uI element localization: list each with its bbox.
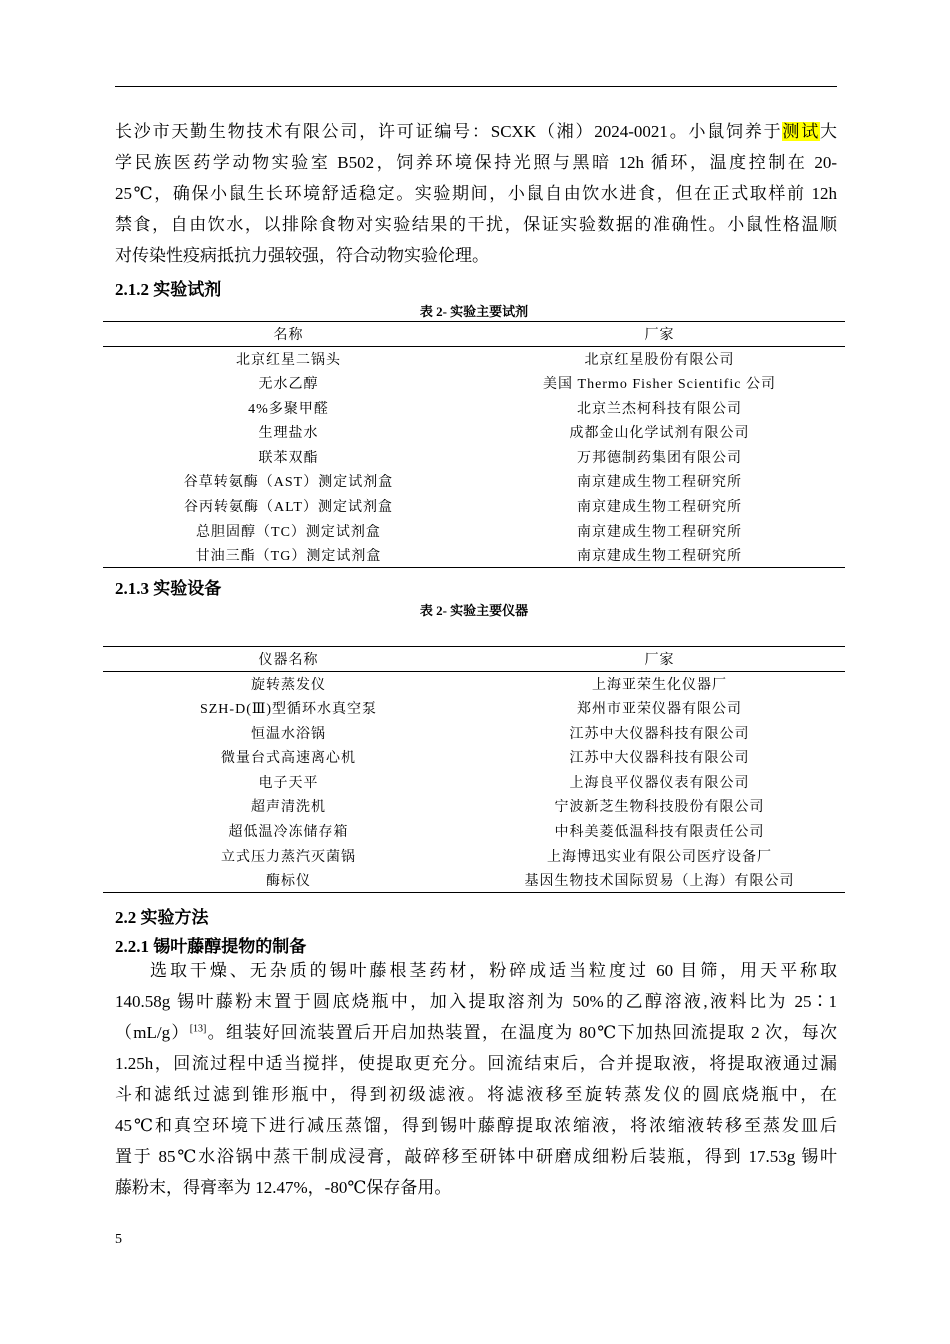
method-line-1: 选取干燥、无杂质的锡叶藤根茎药材，粉碎成适当粒度过 60 目筛，用天平称取 (150, 961, 837, 980)
table-header-row (103, 322, 845, 347)
method-paragraph (115, 955, 837, 1203)
section-heading-reagents: 2.1.2 实验试剂 (115, 280, 222, 299)
page-number: 5 (115, 1232, 122, 1247)
intro-line-3: 25℃，确保小鼠生长环境舒适稳定。实验期间，小鼠自由饮水进食，但在正式取样前 12h (115, 184, 837, 203)
method-line-6: 45℃和真空环境下进行减压蒸馏，得到锡叶藤醇提取浓缩液，将浓缩液转移至蒸发皿后 (115, 1116, 837, 1135)
method-line-7: 置于 85℃水浴锅中蒸干制成浸膏，敲碎移至研钵中研磨成细粉后装瓶，得到 17.53g 锡叶 (115, 1147, 837, 1166)
subsection-heading-extract: 2.2.1 锡叶藤醇提物的制备 (115, 937, 307, 956)
citation-ref[interactable]: [13] (189, 1023, 207, 1035)
table-row: 甘油三酯（TG）测定试剂盒 南京建成生物工程研究所 (103, 543, 845, 568)
table-header-row (103, 647, 845, 672)
method-line-2: 140.58g 锡叶藤粉末置于圆底烧瓶中，加入提取溶剂为 50%的乙醇溶液,液料比为 25∶1 (115, 992, 837, 1011)
method-line-8: 藤粉末，得膏率为 12.47%，-80℃保存备用。 (115, 1178, 452, 1197)
table-row: 4%多聚甲醛 北京兰杰柯科技有限公司 (248, 401, 742, 417)
intro-line-1: 长沙市天勤生物技术有限公司，许可证编号：SCXK（湘）2024-0021。小鼠饲养于测试大 (115, 122, 837, 141)
intro-line-5: 对传染性疫病抵抗力强较强，符合动物实验伦理。 (115, 246, 489, 265)
column-header-name: 名称 (103, 322, 474, 347)
column-header-maker: 厂家 (474, 647, 845, 672)
table-row: 电子天平 上海良平仪器仪表有限公司 (258, 775, 750, 791)
method-line-5: 斗和滤纸过滤到锥形瓶中，得到初级滤液。将滤液移至旋转蒸发仪的圆底烧瓶中，在 (115, 1085, 837, 1104)
table-row: 谷丙转氨酶（ALT）测定试剂盒 南京建成生物工程研究所 (184, 499, 742, 515)
table-row: SZH-D(Ⅲ)型循环水真空泵 郑州市亚荣仪器有限公司 (199, 701, 742, 717)
table-row: 总胆固醇（TC）测定试剂盒 南京建成生物工程研究所 (196, 524, 742, 540)
reagents-table (103, 321, 845, 568)
column-header-maker: 厂家 (474, 322, 845, 347)
table-caption-equipment: 表 2- 实验主要仪器 (419, 603, 529, 618)
table-row: 微量台式高速离心机 江苏中大仪器科技有限公司 (221, 751, 750, 767)
table-row: 联苯双酯 万邦德制药集团有限公司 (258, 450, 742, 466)
table-caption-reagents: 表 2- 实验主要试剂 (419, 304, 529, 319)
table-row: 旋转蒸发仪 上海亚荣生化仪器厂 (251, 677, 727, 693)
equipment-table (103, 646, 845, 893)
highlighted-text: 测试 (782, 122, 820, 141)
section-heading-method: 2.2 实验方法 (115, 908, 209, 927)
table-row: 恒温水浴锅 江苏中大仪器科技有限公司 (251, 726, 750, 742)
table-row: 谷草转氨酶（AST）测定试剂盒 南京建成生物工程研究所 (183, 475, 742, 491)
table-row: 无水乙醇 美国 Thermo Fisher Scientific 公司 (258, 376, 776, 392)
table-row: 立式压力蒸汽灭菌锅 上海博迅实业有限公司医疗设备厂 (221, 849, 772, 865)
column-header-instrument: 仪器名称 (103, 647, 474, 672)
method-line-4: 1.25h，回流过程中适当搅拌，使提取更充分。回流结束后，合并提取液，将提取液通过漏 (115, 1054, 837, 1073)
table-row: 超声清洗机 宁波新芝生物科技股份有限公司 (251, 800, 765, 816)
header-rule (115, 86, 837, 87)
table-row: 酶标仪 基因生物技术国际贸易（上海）有限公司 (103, 868, 845, 893)
table-row: 北京红星二锅头 北京红星股份有限公司 (236, 352, 735, 368)
section-heading-equipment: 2.1.3 实验设备 (115, 579, 222, 598)
method-line-3: （mL/g）[13]。组装好回流装置后开启加热装置，在温度为 80℃下加热回流提取 2 次，每次 (115, 1023, 837, 1042)
intro-line-2: 学民族医药学动物实验室 B502，饲养环境保持光照与黑暗 12h 循环，温度控制在 20- (115, 153, 837, 172)
intro-paragraph (115, 116, 837, 271)
intro-line-4: 禁食，自由饮水，以排除食物对实验结果的干扰，保证实验数据的准确性。小鼠性格温顺 (115, 215, 837, 234)
table-row: 生理盐水 成都金山化学试剂有限公司 (258, 426, 750, 442)
table-row: 超低温冷冻储存箱 中科美菱低温科技有限责任公司 (228, 824, 765, 840)
